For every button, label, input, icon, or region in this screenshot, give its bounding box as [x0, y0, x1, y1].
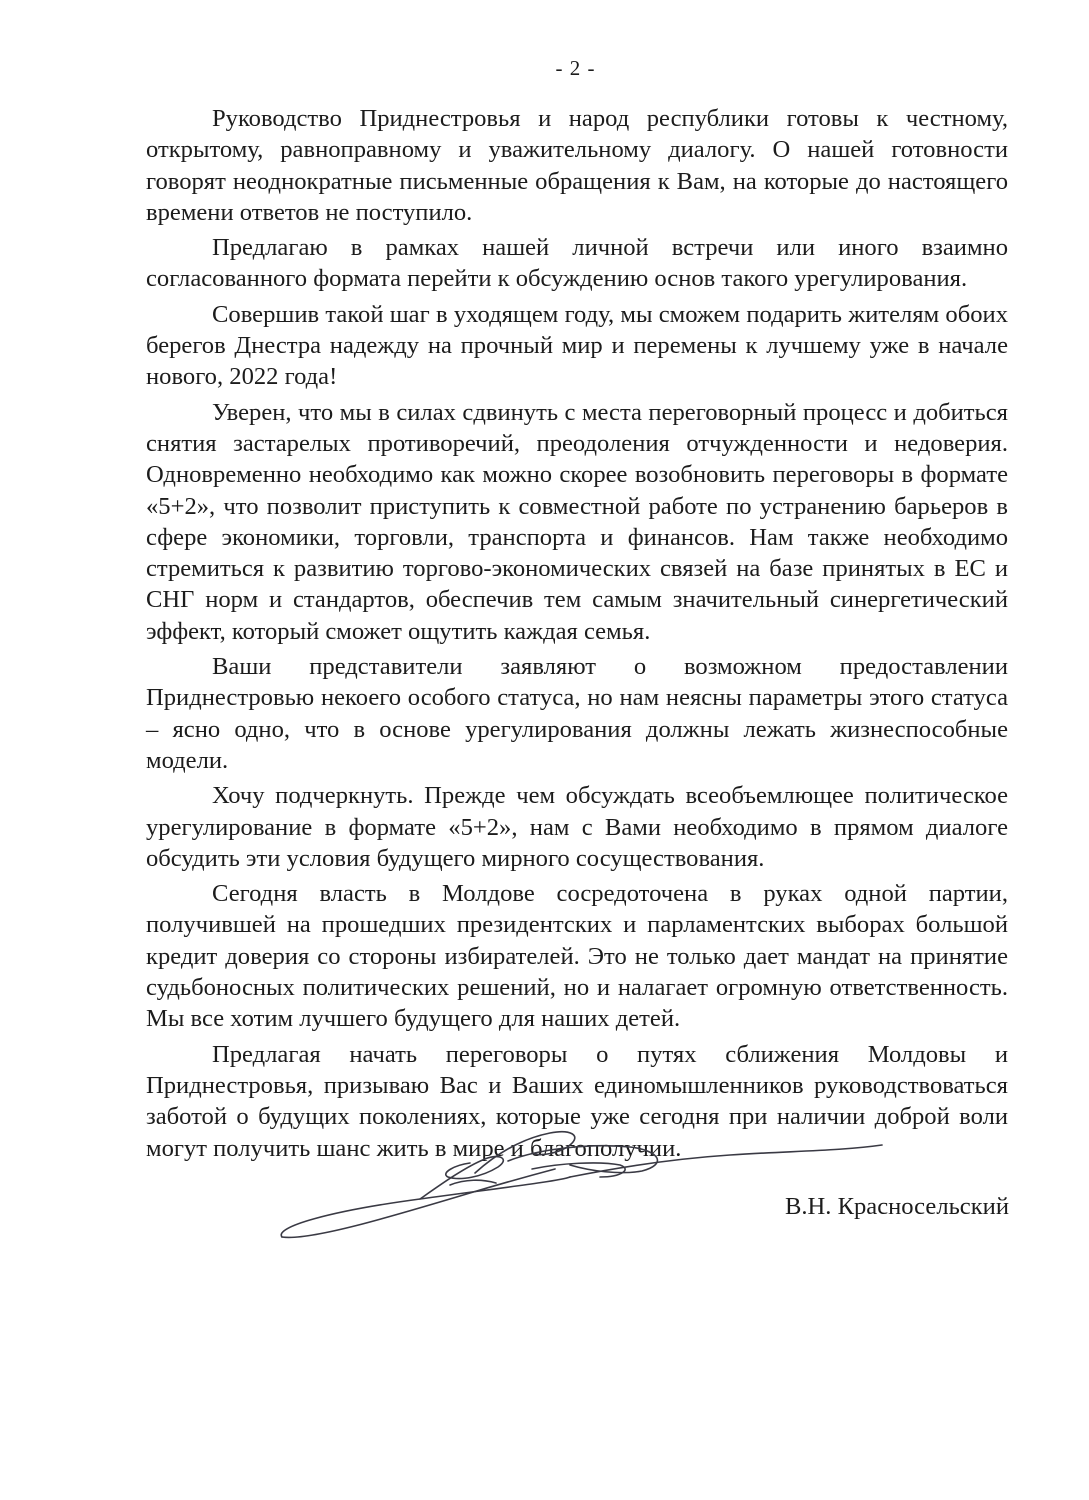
paragraph: Хочу подчеркнуть. Прежде чем обсуждать всеобъемлющее политическое урегулирование в формате «5+2», нам с Вами необходимо в прямом диалоге обсудить эти условия будущего мирного сосуществования. [146, 782, 1008, 872]
handwritten-signature [270, 1125, 890, 1245]
paragraph: Уверен, что мы в силах сдвинуть с места переговорный процесс и добиться снятия застарелых противоречий, преодоления отчужденности и недоверия. Одновременно необходимо как можно скорее возобновить переговоры в формате «5+2», что позволит приступить к совместной работе по устранению барьеров в сфере экономики, торговли, транспорта и финансов. Нам также необходимо стремиться к развитию торгово-экономических связей на базе принятых в ЕС и СНГ норм и стандартов, обеспечив тем самым значительный синергетический эффект, который сможет ощутить каждая семья. [146, 398, 1008, 645]
paragraph: Сегодня власть в Молдове сосредоточена в руках одной партии, получившей на прошедших президентских и парламентских выборах большой кредит доверия со стороны избирателей. Это не только дает мандат на принятие судьбоносных политических решений, но и налагает огромную ответственность. Мы все хотим лучшего будущего для наших детей. [146, 880, 1008, 1033]
signer-name: В.Н. Красносельский [784, 1193, 1009, 1220]
letter-body [146, 103, 1008, 1168]
paragraph: Предлагая начать переговоры о путях сближения Молдовы и Приднестровья, призываю Вас и Ваших единомышленников руководствоваться заботой о будущих поколениях, которые уже сегодня при наличии доброй воли могут получить шанс жить в мире и благополучии. [146, 1040, 1008, 1162]
paragraph: Ваши представители заявляют о возможном предоставлении Приднестровью некоего особого статуса, но нам неясны параметры этого статуса – ясно одно, что в основе урегулирования должны лежать жизнеспособные модели. [146, 653, 1008, 774]
paragraph: Предлагаю в рамках нашей личной встречи или иного взаимно согласованного формата перейти к обсуждению основ такого урегулирования. [146, 234, 1008, 293]
paragraph: Руководство Приднестровья и народ республики готовы к честному, открытому, равноправному и уважительному диалогу. О нашей готовности говорят неоднократные письменные обращения к Вам, на которые до настоящего времени ответов не поступило. [146, 105, 1008, 226]
paragraph: Совершив такой шаг в уходящем году, мы сможем подарить жителям обоих берегов Днестра надежду на прочный мир и перемены к лучшему уже в начале нового, 2022 года! [146, 300, 1008, 391]
page-number: - 2 - [555, 56, 596, 80]
